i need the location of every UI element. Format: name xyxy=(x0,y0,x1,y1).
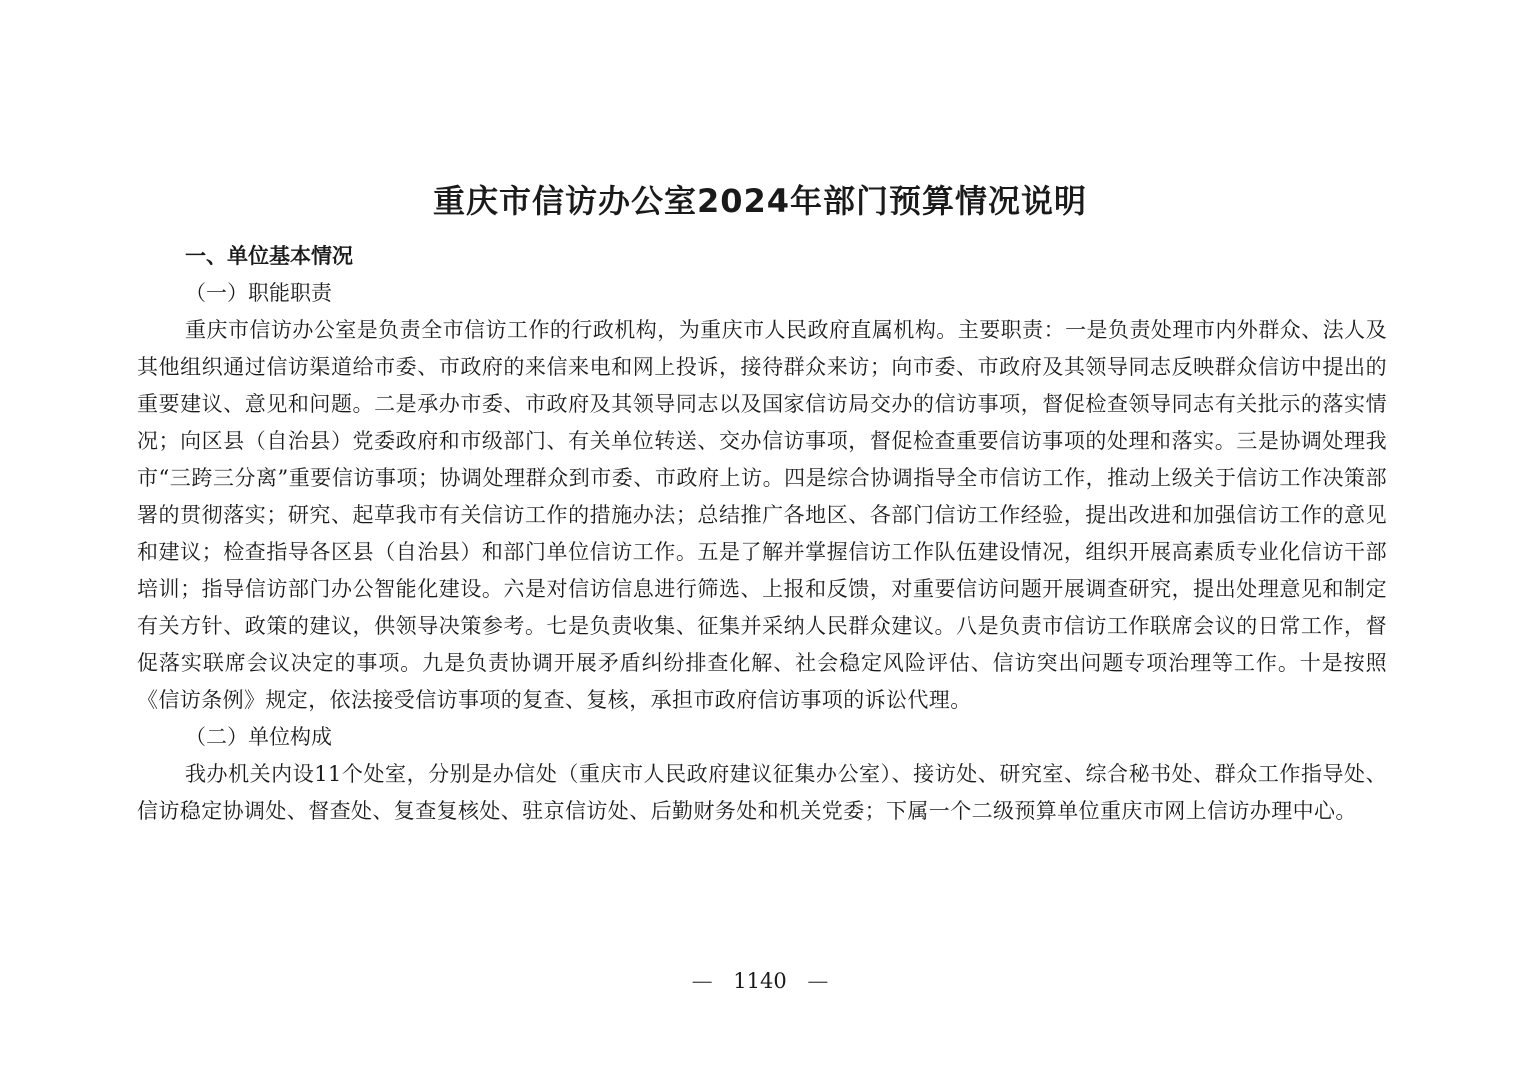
footer-dash-right: — xyxy=(807,969,829,993)
page-footer xyxy=(0,966,1520,996)
duties-paragraph: 重庆市信访办公室是负责全市信访工作的行政机构，为重庆市人民政府直属机构。主要职责：一是负责处理市内外群众、法人及其他组织通过信访渠道给市委、市政府的来信来电和网上投诉，接待群众来访；向市委、市政府及其领导同志反映群众信访中提出的重要建议、意见和问题。二是承办市委、市政府及其领导同志以及国家信访局交办的信访事项，督促检查领导同志有关批示的落实情况；向区县（自治县）党委政府和市级部门、有关单位转送、交办信访事项，督促检查重要信访事项的处理和落实。三是协调处理我市“三跨三分离”重要信访事项；协调处理群众到市委、市政府上访。四是综合协调指导全市信访工作，推动上级关于信访工作决策部署的贯彻落实；研究、起草我市有关信访工作的措施办法；总结推广各地区、各部门信访工作经验，提出改进和加强信访工作的意见和建议；检查指导各区县（自治县）和部门单位信访工作。五是了解并掌握信访工作队伍建设情况，组织开展高素质专业化信访干部培训；指导信访部门办公智能化建设。六是对信访信息进行筛选、上报和反馈，对重要信访问题开展调查研究，提出处理意见和制定有关方针、政策的建议，供领导决策参考。七是负责收集、征集并采纳人民群众建议。八是负责市信访工作联席会议的日常工作，督促落实联席会议决定的事项。九是负责协调开展矛盾纠纷排查化解、社会稳定风险评估、信访突出问题专项治理等工作。十是按照《信访条例》规定，依法接受信访事项的复查、复核，承担市政府信访事项的诉讼代理。 xyxy=(137,318,1387,712)
composition-paragraph: 我办机关内设11个处室，分别是办信处（重庆市人民政府建议征集办公室）、接访处、研究室、综合秘书处、群众工作指导处、信访稳定协调处、督查处、复查复核处、驻京信访处、后勤财务处和机关党委；下属一个二级预算单位重庆市网上信访办理中心。 xyxy=(137,762,1387,823)
subsection-heading-composition: （二）单位构成 xyxy=(185,725,332,749)
footer-dash-left: — xyxy=(691,969,713,993)
section-heading-basic-info: 一、单位基本情况 xyxy=(185,244,353,268)
document-body xyxy=(137,238,1387,830)
page-number: 1140 xyxy=(733,969,787,993)
subsection-heading-duties: （一）职能职责 xyxy=(185,281,332,305)
document-title: 重庆市信访办公室2024年部门预算情况说明 xyxy=(432,182,1088,221)
